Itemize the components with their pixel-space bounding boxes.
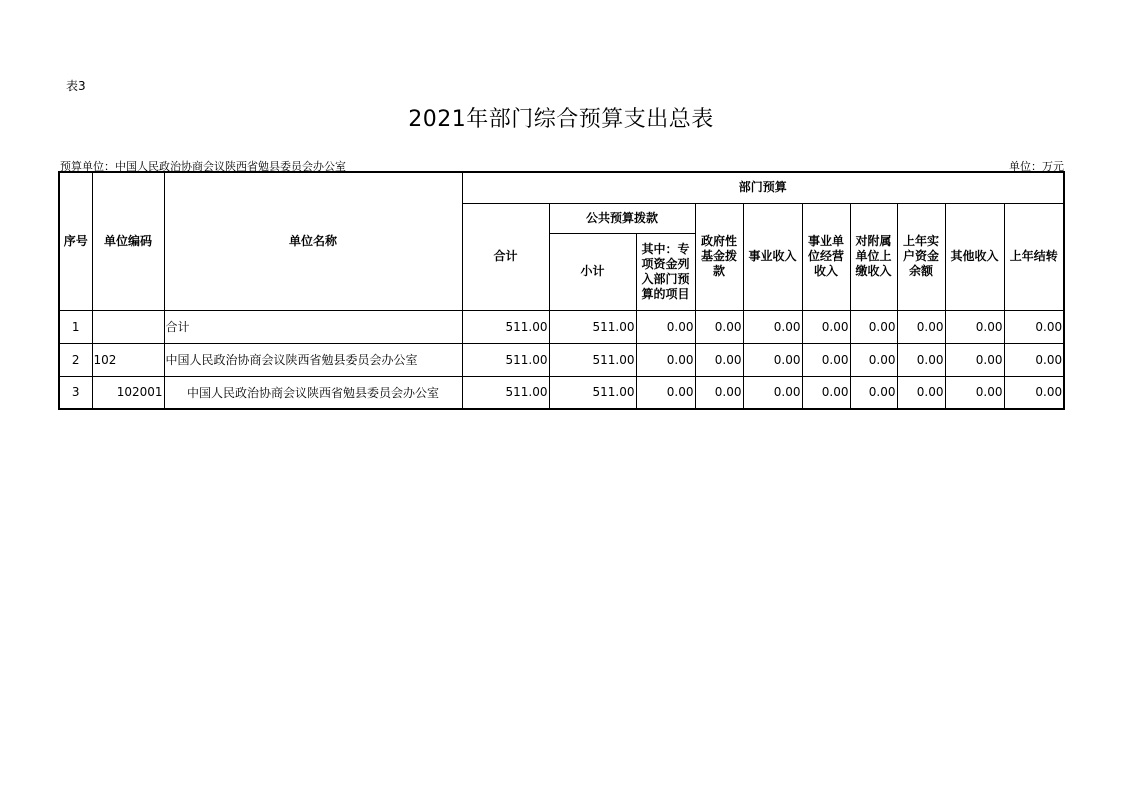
table-number: 表3 (66, 79, 86, 93)
cell-career-income: 0.00 (743, 376, 802, 409)
cell-affiliated-income: 0.00 (850, 310, 897, 343)
budget-unit-label: 预算单位：中国人民政治协商会议陕西省勉县委员会办公室 (60, 160, 346, 173)
budget-table (58, 171, 1065, 410)
cell-other-income: 0.00 (945, 343, 1004, 376)
cell-gov-fund: 0.00 (695, 310, 743, 343)
cell-other-income: 0.00 (945, 310, 1004, 343)
cell-gov-fund: 0.00 (695, 343, 743, 376)
cell-last-year-balance: 0.00 (897, 310, 945, 343)
cell-career-unit-income: 0.00 (802, 310, 850, 343)
cell-last-year-carry: 0.00 (1004, 310, 1064, 343)
header-dept-budget: 部门预算 (462, 172, 1064, 203)
currency-unit-label: 单位：万元 (1009, 160, 1064, 173)
header-name: 单位名称 (164, 172, 462, 310)
cell-career-income: 0.00 (743, 343, 802, 376)
header-career-unit-income: 事业单位经营收入 (802, 203, 850, 310)
page-title: 2021年部门综合预算支出总表 (408, 107, 714, 132)
header-last-year-carry: 上年结转 (1004, 203, 1064, 310)
header-seq: 序号 (59, 172, 92, 310)
cell-affiliated-income: 0.00 (850, 376, 897, 409)
header-other-income: 其他收入 (945, 203, 1004, 310)
cell-total: 511.00 (462, 376, 549, 409)
cell-subtotal: 511.00 (549, 376, 636, 409)
cell-name: 中国人民政治协商会议陕西省勉县委员会办公室 (164, 376, 462, 409)
cell-total: 511.00 (462, 310, 549, 343)
cell-subtotal: 511.00 (549, 343, 636, 376)
cell-code: 102001 (92, 376, 164, 409)
cell-last-year-carry: 0.00 (1004, 343, 1064, 376)
cell-name: 中国人民政治协商会议陕西省勉县委员会办公室 (164, 343, 462, 376)
header-last-year-balance: 上年实户资金余额 (897, 203, 945, 310)
cell-subtotal: 511.00 (549, 310, 636, 343)
cell-special: 0.00 (636, 310, 695, 343)
cell-special: 0.00 (636, 376, 695, 409)
table-row (59, 310, 1064, 343)
header-career-income: 事业收入 (743, 203, 802, 310)
cell-last-year-balance: 0.00 (897, 343, 945, 376)
cell-code (92, 310, 164, 343)
cell-total: 511.00 (462, 343, 549, 376)
cell-career-unit-income: 0.00 (802, 376, 850, 409)
cell-seq: 1 (59, 310, 92, 343)
cell-name: 合计 (164, 310, 462, 343)
table-row (59, 343, 1064, 376)
cell-last-year-balance: 0.00 (897, 376, 945, 409)
cell-career-unit-income: 0.00 (802, 343, 850, 376)
header-subtotal: 小计 (549, 233, 636, 310)
cell-last-year-carry: 0.00 (1004, 376, 1064, 409)
header-code: 单位编码 (92, 172, 164, 310)
header-gov-fund: 政府性基金拨款 (695, 203, 743, 310)
cell-other-income: 0.00 (945, 376, 1004, 409)
cell-code: 102 (92, 343, 164, 376)
header-affiliated-income: 对附属单位上缴收入 (850, 203, 897, 310)
table-row (59, 376, 1064, 409)
cell-seq: 2 (59, 343, 92, 376)
header-total: 合计 (462, 203, 549, 310)
cell-special: 0.00 (636, 343, 695, 376)
cell-seq: 3 (59, 376, 92, 409)
cell-affiliated-income: 0.00 (850, 343, 897, 376)
cell-career-income: 0.00 (743, 310, 802, 343)
cell-gov-fund: 0.00 (695, 376, 743, 409)
header-public-budget: 公共预算拨款 (549, 203, 695, 233)
header-special: 其中：专项资金列入部门预算的项目 (636, 233, 695, 310)
